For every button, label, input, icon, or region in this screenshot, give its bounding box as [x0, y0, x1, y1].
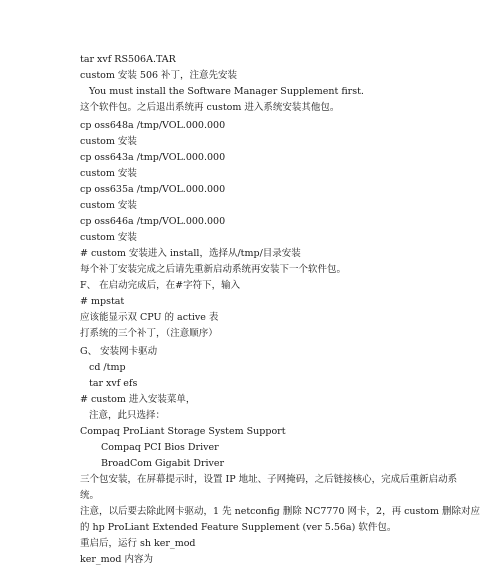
text-line: Compaq ProLiant Storage System Support: [80, 426, 286, 437]
text-line: 三个包安装，在屏幕提示时，设置 IP 地址、子网掩码，之后链接核心，完成后重新启动系: [80, 474, 458, 485]
text-line: custom 安装: [80, 136, 137, 147]
text-line: 的 hp ProLiant Extended Feature Supplement (ver 5.56a) 软件包。: [80, 522, 397, 533]
text-line: 统。: [80, 490, 100, 501]
text-line: 打系统的三个补丁，（注意顺序）: [80, 328, 218, 339]
text-line: custom 安装: [80, 168, 137, 179]
text-line: BroadCom Gigabit Driver: [101, 458, 225, 469]
text-line: # custom 安装进入 install，选择从/tmp/目录安装: [80, 248, 301, 259]
text-line: You must install the Software Manager Supplement first.: [89, 86, 364, 97]
text-line: Compaq PCI Bios Driver: [101, 442, 219, 453]
text-line: 应该能显示双 CPU 的 active 表: [80, 312, 219, 323]
text-line: 这个软件包。之后退出系统再 custom 进入系统安装其他包。: [80, 102, 340, 113]
text-line: cp oss648a /tmp/VOL.000.000: [80, 120, 226, 131]
text-line: custom 安装: [80, 200, 137, 211]
text-line: cp oss646a /tmp/VOL.000.000: [80, 216, 226, 227]
text-line: 注意，以后要去除此网卡驱动，1 先 netconfig 删除 NC7770 网卡，2，再 custom 删除对应: [80, 506, 480, 517]
text-line: cp oss643a /tmp/VOL.000.000: [80, 152, 226, 163]
text-line: 注意，此只选择：: [89, 410, 166, 421]
text-line: # custom 进入安装菜单，: [80, 394, 196, 405]
text-line: tar xvf RS506A.TAR: [80, 54, 176, 65]
text-line: tar xvf efs: [89, 378, 138, 389]
text-line: cd /tmp: [89, 362, 126, 373]
text-line: cp oss635a /tmp/VOL.000.000: [80, 184, 226, 195]
text-line: 重启后，运行 sh ker_mod: [80, 538, 196, 549]
text-line: F、 在启动完成后，在#字符下，输入: [80, 280, 241, 291]
text-line: 每个补丁安装完成之后请先重新启动系统再安装下一个软件包。: [80, 264, 347, 275]
text-line: ker_mod 内容为: [80, 554, 153, 565]
text-line: # mpstat: [80, 296, 125, 307]
text-line: custom 安装: [80, 232, 137, 243]
text-line: G、 安装网卡驱动: [80, 346, 158, 357]
text-line: custom 安装 506 补丁，注意先安装: [80, 70, 238, 81]
